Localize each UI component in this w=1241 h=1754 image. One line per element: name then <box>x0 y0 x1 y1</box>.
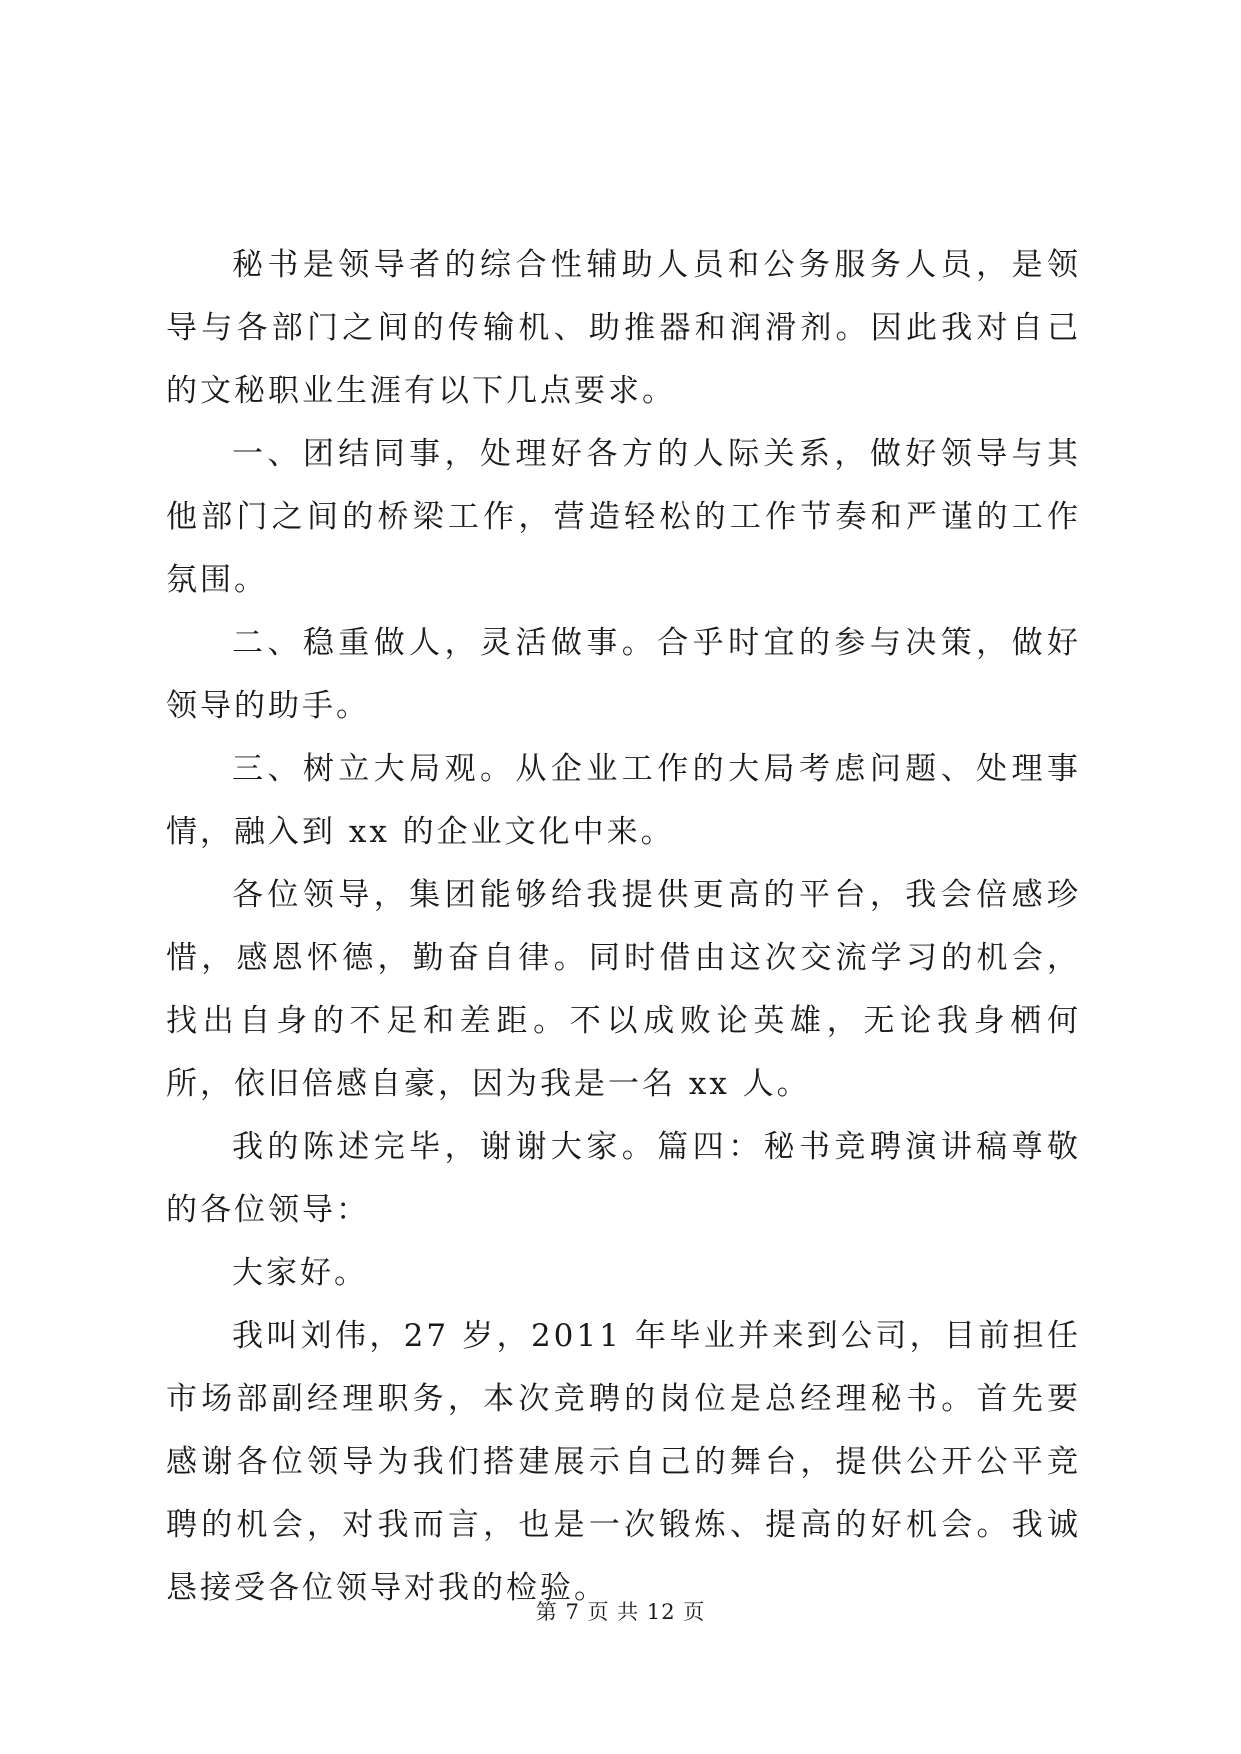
paragraph: 我的陈述完毕，谢谢大家。篇四：秘书竞聘演讲稿尊敬的各位领导： <box>166 1129 1081 1228</box>
page-number-footer: 第 7 页 共 12 页 <box>535 1600 706 1624</box>
paragraph: 三、树立大局观。从企业工作的大局考虑问题、处理事情，融入到 xx 的企业文化中来。 <box>166 751 1081 850</box>
paragraph: 二、稳重做人，灵活做事。合乎时宜的参与决策，做好领导的助手。 <box>166 625 1081 724</box>
paragraph: 一、团结同事，处理好各方的人际关系，做好领导与其他部门之间的桥梁工作，营造轻松的工作节奏和严谨的工作氛围。 <box>166 436 1081 598</box>
paragraph: 秘书是领导者的综合性辅助人员和公务服务人员，是领导与各部门之间的传输机、助推器和润滑剂。因此我对自己的文秘职业生涯有以下几点要求。 <box>166 247 1081 409</box>
document-body <box>166 234 1081 1620</box>
paragraph: 我叫刘伟，27 岁，2011 年毕业并来到公司，目前担任市场部副经理职务，本次竞聘的岗位是总经理秘书。首先要感谢各位领导为我们搭建展示自己的舞台，提供公开公平竞聘的机会，对我而言，也是一次锻炼、提高的好机会。我诚恳接受各位领导对我的检验。 <box>166 1318 1081 1606</box>
paragraph: 大家好。 <box>232 1255 368 1291</box>
paragraph: 各位领导，集团能够给我提供更高的平台，我会倍感珍惜，感恩怀德，勤奋自律。同时借由这次交流学习的机会，找出自身的不足和差距。不以成败论英雄，无论我身栖何所，依旧倍感自豪，因为我是一名 xx 人。 <box>166 877 1081 1102</box>
